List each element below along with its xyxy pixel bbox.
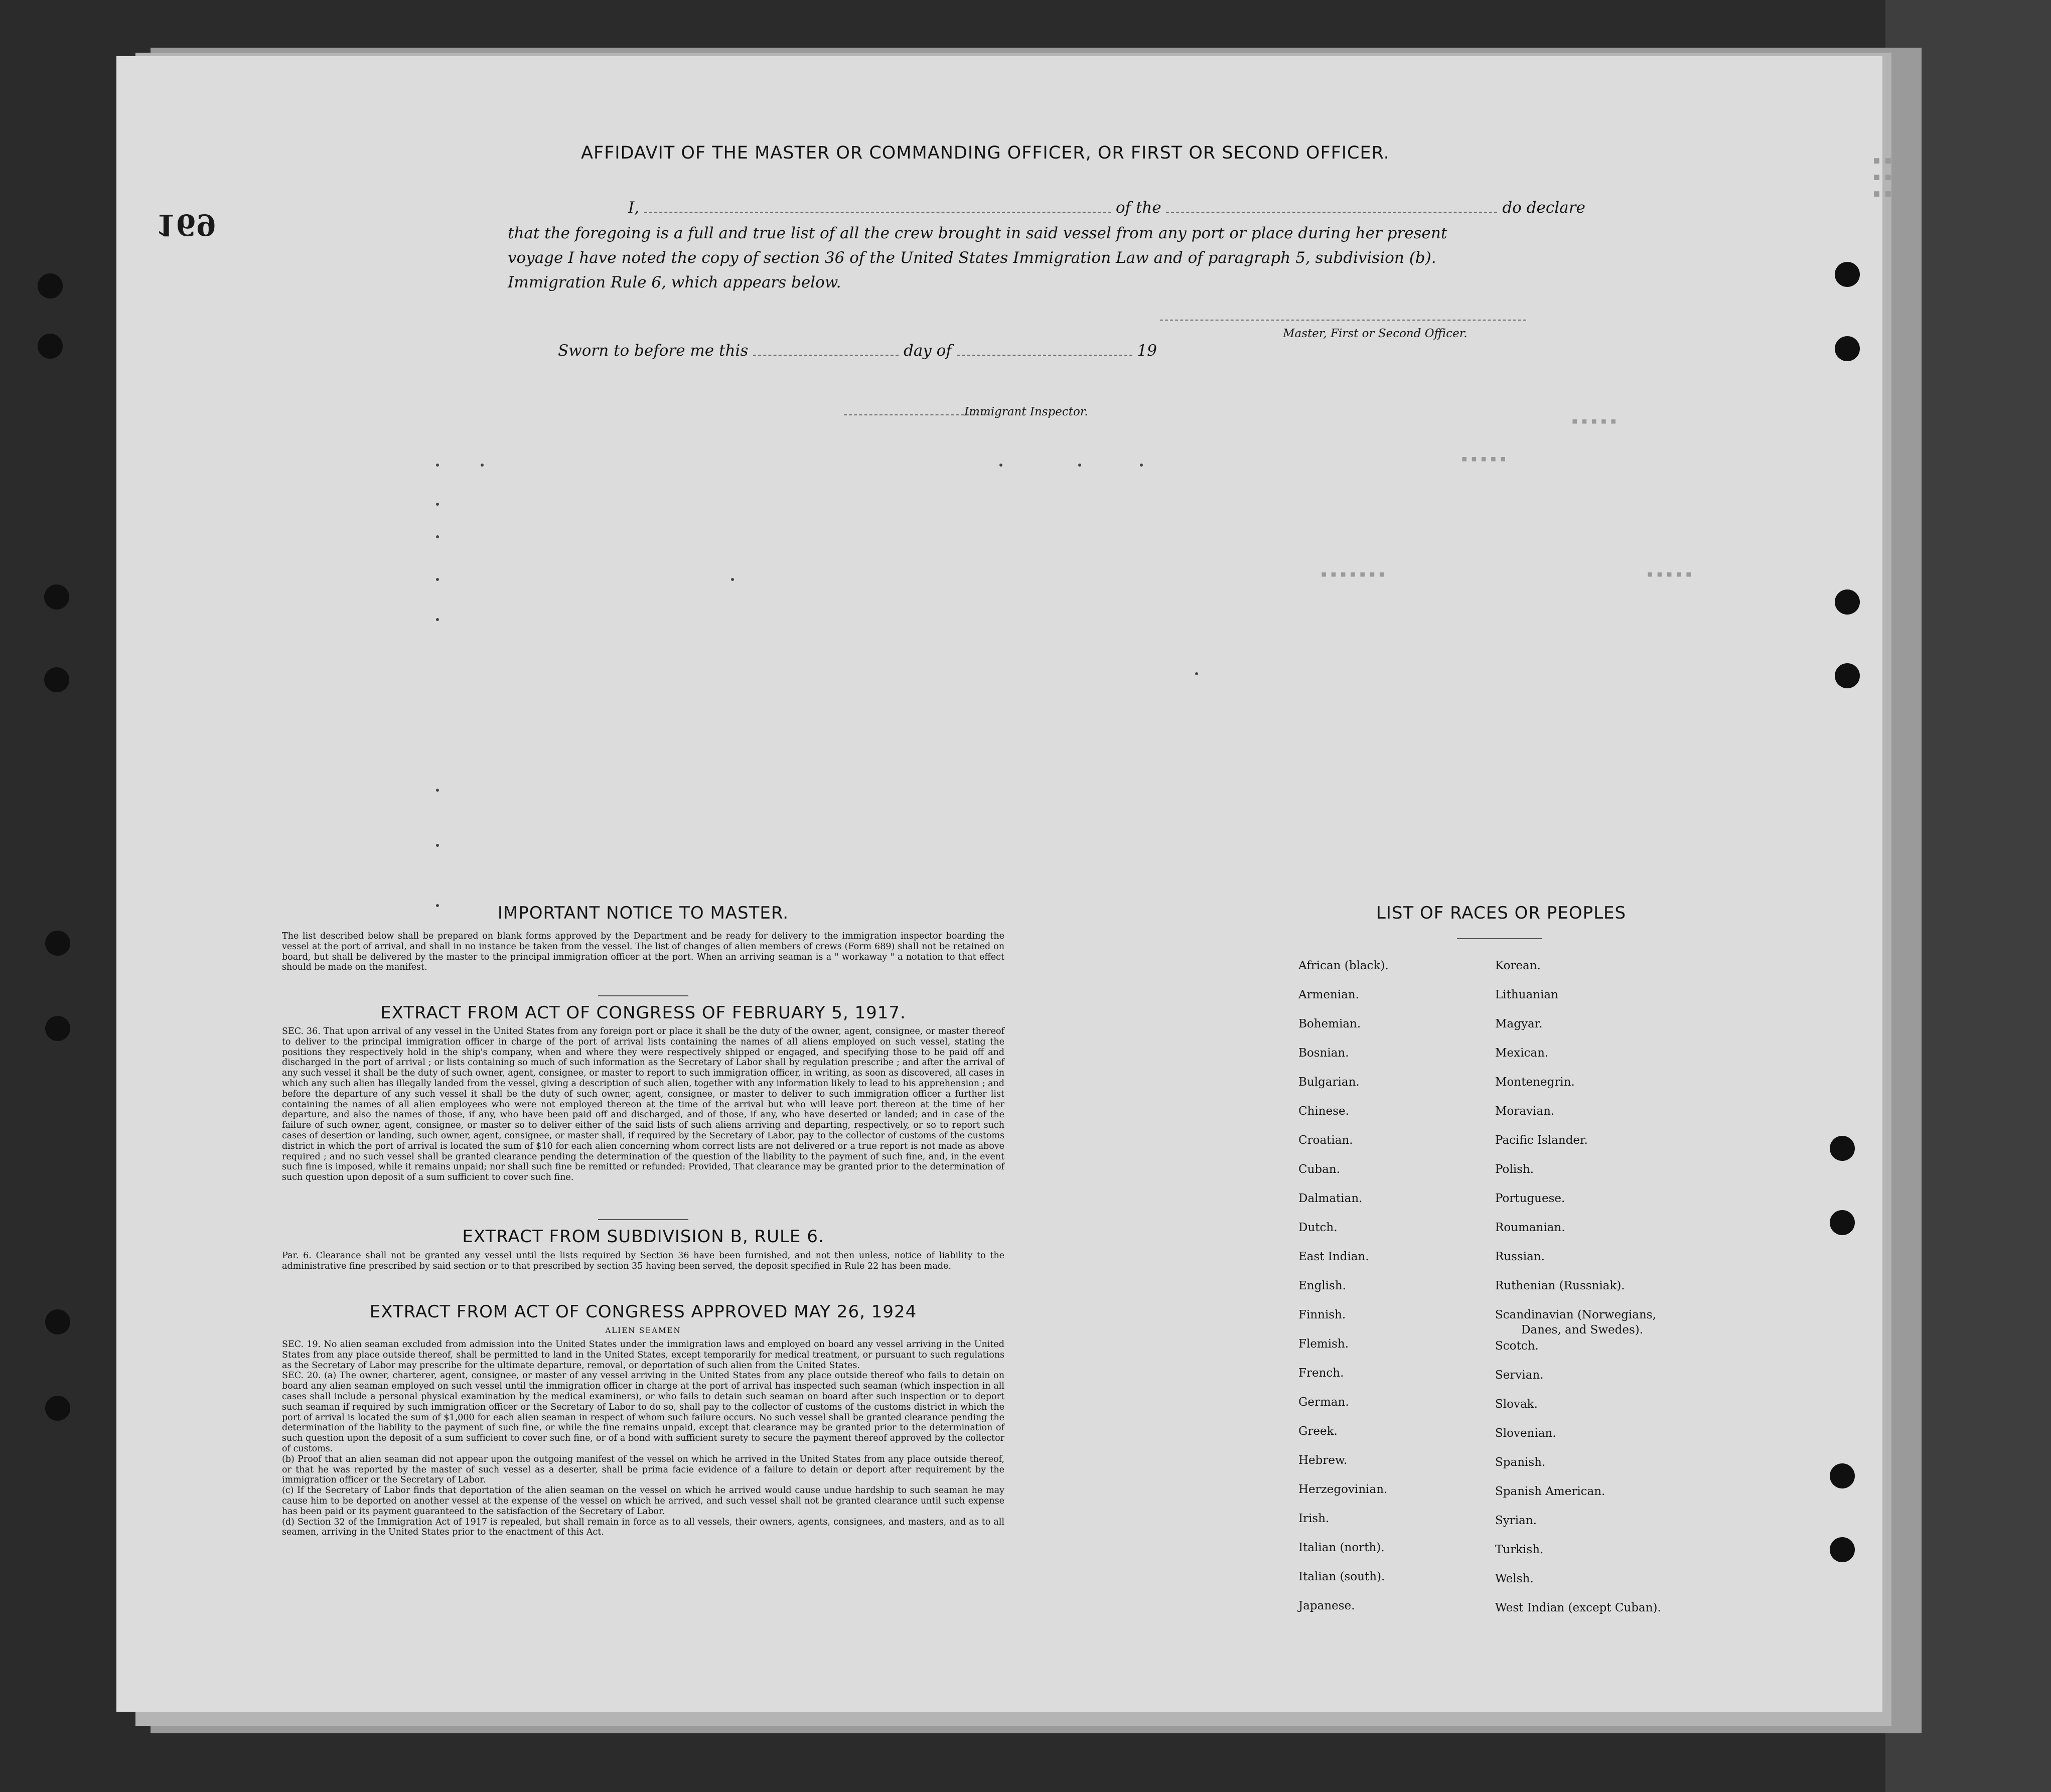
signature-label: Master, First or Second Officer. [1283,327,1468,340]
document-page [116,56,1907,1712]
race-item-right: Pacific Islander. [1495,1134,1588,1147]
extract-rule6-heading: EXTRACT FROM SUBDIVISION B, RULE 6. [462,1227,824,1247]
binder-hole [1830,1136,1855,1161]
section-19-paragraph: SEC. 19. No alien seaman excluded from admission into the United States under the immigration laws and employed on board any vessel arriving in the United States from any place outside thereof, shall be permitted to land in the United States, except temporarily for medical treatment, or pursuant to such regulations as the Secretary of Labor may prescribe for the ultimate departure, removal, or deportation of such alien from the United States. [282,1339,1004,1371]
race-item-right: West Indian (except Cuban). [1495,1601,1661,1614]
binder-hole [44,584,69,610]
binder-hole [1830,1537,1855,1562]
race-item-left: Bulgarian. [1298,1076,1360,1089]
race-item-right: Lithuanian [1495,988,1558,1001]
declaration-do-declare: do declare [1502,199,1585,217]
race-item-right: Polish. [1495,1163,1534,1176]
bleed-through-mark: ▪▪▪▪▪ [1647,568,1695,580]
binder-hole [45,1016,70,1041]
dot-mark [1078,464,1081,467]
race-item-left: Armenian. [1298,988,1360,1001]
extract-1917-heading: EXTRACT FROM ACT OF CONGRESS OF FEBRUARY 5, 1917. [380,1003,906,1023]
extract-1924-subheading: ALIEN SEAMEN [605,1326,681,1335]
binder-hole [45,931,70,956]
dot-mark [481,464,484,467]
extract-1917-body: SEC. 36. That upon arrival of any vessel in the United States from any foreign port or place it shall be the duty of the owner, agent, consignee, or master thereof to deliver to the principal immigration officer in charge of the port of arrival lists containing the names of all aliens employed on such vessel, stating the positions they respectively hold in the ship's company, when and where they were respectively shipped or engaged, and specifying those to be paid off and discharged in the port of arrival ; or lists containing so much of such information as the Secretary of Labor shall by regulation prescribe ; and after the arrival of any such vessel it shall be the duty of such owner, agent, consignee, or master to report to such immigration officer, in writing, as soon as discovered, all cases in which any such alien has illegally landed from the vessel, giving a description of such alien, together with any information likely to lead to his apprehension ; and before the departure of any such vessel it shall be the duty of such owner, agent, consignee, or master to deliver to such immigration officer a further list containing the names of all alien employees who were not employed thereon at the time of the arrival but who will leave port thereon at the time of her departure, and also the names of those, if any, who have been paid off and discharged, and of those, if any, who have deserted or landed; and in case of the failure of such owner, agent, consignee, or master so to deliver either of the said lists of such aliens arriving and departing, respectively, or so to report such cases of desertion or landing, such owner, agent, consignee, or master shall, if required by the Secretary of Labor, pay to the collector of customs of the customs district in which the port of arrival is located the sum of $10 for each alien concerning whom correct lists are not delivered or a true report is not made as above required ; and no such vessel shall be granted clearance pending the determination of the question of the liability to the payment of such fine, and, in the event such fine is imposed, while it remains unpaid; nor shall such fine be remitted or refunded: Provided, That clearance may be granted prior to the determination of such question upon deposit of a sum sufficient to cover such fine. [282,1026,1004,1183]
race-item-right: Spanish American. [1495,1485,1605,1498]
races-divider [1457,938,1542,939]
binder-hole [1835,262,1860,287]
declaration-line-1 [628,196,1606,220]
race-item-left: Italian (south). [1298,1570,1385,1583]
extract-rule6-body: Par. 6. Clearance shall not be granted any vessel until the lists required by Section 36 have been furnished, and not then unless, notice of liability to the administrative fine prescribed by said section or to that prescribed by section 35 having been served, the deposit specified in Rule 22 has been made. [282,1251,1004,1271]
race-item-left: Cuban. [1298,1163,1340,1176]
race-item-left: Croatian. [1298,1134,1353,1147]
dot-mark [436,844,439,847]
sworn-month-blank [957,355,1132,356]
section-divider [598,995,688,996]
declaration-of-the: of the [1115,199,1161,217]
race-item-right: Welsh. [1495,1572,1534,1585]
race-item-right: Mexican. [1495,1047,1549,1060]
race-item-left: English. [1298,1279,1346,1292]
declaration-line-4: Immigration Rule 6, which appears below. [508,273,841,291]
race-item-right: Slovenian. [1495,1427,1556,1440]
race-item-right: Slovak. [1495,1398,1538,1411]
dot-mark [436,578,439,581]
race-item-left: Dalmatian. [1298,1192,1363,1205]
race-item-left: Greek. [1298,1425,1338,1438]
race-item-left: Bohemian. [1298,1017,1361,1030]
bleed-through-mark: ▪▪▪▪▪ [1461,453,1510,465]
signature-line [1160,320,1526,321]
race-item-left: Hebrew. [1298,1454,1348,1467]
race-item-left: French. [1298,1367,1344,1380]
section-20a-paragraph: SEC. 20. (a) The owner, charterer, agent, consignee, or master of any vessel arriving in the United States from any place outside thereof who fails to detain on board any alien seaman employed on such vessel until the immigration officer in charge at the port of arrival has inspected such seaman (which inspection in all cases shall include a personal physical examination by the medical examiners), or who fails to detain such seaman on board after such inspection or to deport such seaman if required by such immigration officer or the Secretary of Labor to do so, shall pay to the collector of customs of the customs district in which the port of arrival is located the sum of $1,000 for each alien seaman in respect of whom such failure occurs. No such vessel shall be granted clearance pending the determination of the liability to the payment of such fine, or while the fine remains unpaid, except that clearance may be granted prior to the determination of such question upon the deposit of a sum sufficient to cover such fine, or of a bond with sufficient surety to secure the payment thereof approved by the collector of customs. [282,1371,1004,1454]
extract-1924-body [282,1339,1004,1538]
sworn-text: Sworn to before me this [558,342,749,360]
race-item-right: Roumanian. [1495,1221,1565,1234]
day-of-text: day of [903,342,952,360]
dot-mark [999,464,1002,467]
race-item-right: Spanish. [1495,1456,1546,1469]
bleed-through-mark: ▪▪▪ ▪▪ ▪▪ [1872,152,1907,201]
binder-hole [38,273,63,298]
dot-mark [1195,672,1198,675]
race-item-left: German. [1298,1396,1349,1409]
race-item-right: Syrian. [1495,1514,1537,1527]
extract-1924-heading: EXTRACT FROM ACT OF CONGRESS APPROVED MAY 26, 1924 [369,1302,917,1322]
dot-mark [436,503,439,506]
binder-hole [1835,589,1860,615]
race-item-right: Russian. [1495,1250,1545,1263]
binder-hole [1830,1463,1855,1488]
binder-hole [38,334,63,359]
affidavit-title: AFFIDAVIT OF THE MASTER OR COMMANDING OFFICER, OR FIRST OR SECOND OFFICER. [581,143,1390,163]
binder-hole [45,1396,70,1421]
race-item-left: Japanese. [1298,1599,1355,1612]
page-number: 169 [156,208,217,242]
race-item-right: Scotch. [1495,1339,1539,1353]
race-item-right: Korean. [1495,959,1541,972]
race-item-right: Magyar. [1495,1017,1543,1030]
bleed-through-mark: ▪▪▪▪▪ [1571,415,1620,427]
section-20b-paragraph: (b) Proof that an alien seaman did not appear upon the outgoing manifest of the vessel on which he arrived in the United States from any place outside thereof, or that he was reported by the master of such vessel as a deserter, shall be prima facie evidence of a failure to detain or deport after requirement by the immigration officer or the Secretary of Labor. [282,1454,1004,1485]
section-20d-paragraph: (d) Section 32 of the Immigration Act of 1917 is repealed, but shall remain in force as to all vessels, their owners, agents, consignees, and masters, and as to all seamen, arriving in the United States prior to the enactment of this Act. [282,1517,1004,1538]
declaration-line-2: that the foregoing is a full and true list of all the crew brought in said vessel from any port or place during her present [508,224,1447,242]
dot-mark [731,578,734,581]
dot-mark [436,618,439,621]
race-item-right: Turkish. [1495,1543,1544,1556]
bleed-through-mark: ▪▪▪▪▪▪▪ [1321,568,1388,580]
race-item-left: Flemish. [1298,1337,1349,1351]
race-item-left: African (black). [1298,959,1389,972]
race-item-right: Portuguese. [1495,1192,1565,1205]
race-item-right: Danes, and Swedes). [1521,1323,1644,1336]
section-20c-paragraph: (c) If the Secretary of Labor finds that deportation of the alien seaman on the vessel on which he arrived would cause undue hardship to such seaman he may cause him to be deported on another vessel at the expense of the vessel on which he arrived, and such vessel shall not be granted clearance until such expense has been paid or its payment guaranteed to the satisfaction of the Secretary of Labor. [282,1485,1004,1517]
race-item-left: Irish. [1298,1512,1330,1525]
race-item-right: Servian. [1495,1369,1544,1382]
race-item-right: Scandinavian (Norwegians, [1495,1308,1656,1321]
dot-mark [436,535,439,538]
race-item-right: Montenegrin. [1495,1076,1575,1089]
binder-hole [1835,336,1860,361]
races-heading: LIST OF RACES OR PEOPLES [1376,903,1627,923]
inspector-label: Immigrant Inspector. [964,405,1088,418]
binder-hole [1830,1210,1855,1235]
dot-mark [1140,464,1143,467]
race-item-left: Chinese. [1298,1105,1349,1118]
binder-hole [44,667,69,692]
sworn-day-blank [753,355,899,356]
dot-mark [436,789,439,792]
name-blank-line [644,212,1111,213]
important-notice-body: The list described below shall be prepared on blank forms approved by the Department and be ready for delivery to the immigration inspector boarding the vessel at the port of arrival, and shall in no instance be taken from the vessel. The list of changes of alien members of crews (Form 689) shall not be retained on board, but shall be delivered by the master to the principal immigration officer at the port. When an arriving seaman is a " workaway " a notation to that effect should be made on the manifest. [282,931,1004,973]
declaration-line-3: voyage I have noted the copy of section 36 of the United States Immigration Law and of paragraph 5, subdivision (b). [508,249,1436,267]
year-prefix: 19 [1137,342,1157,360]
declaration-i: I, [628,199,640,217]
section-divider [598,1219,688,1220]
race-item-left: Finnish. [1298,1308,1346,1321]
binder-hole [45,1309,70,1334]
race-item-right: Moravian. [1495,1105,1555,1118]
race-item-left: Dutch. [1298,1221,1338,1234]
vessel-blank-line [1166,212,1497,213]
binder-hole [1835,663,1860,688]
race-item-left: Herzegovinian. [1298,1483,1388,1496]
important-notice-heading: IMPORTANT NOTICE TO MASTER. [497,903,789,923]
race-item-left: Bosnian. [1298,1047,1349,1060]
race-item-left: Italian (north). [1298,1541,1385,1554]
race-item-left: East Indian. [1298,1250,1369,1263]
dot-mark [436,464,439,467]
sworn-line [558,339,1157,363]
race-item-right: Ruthenian (Russniak). [1495,1279,1625,1292]
